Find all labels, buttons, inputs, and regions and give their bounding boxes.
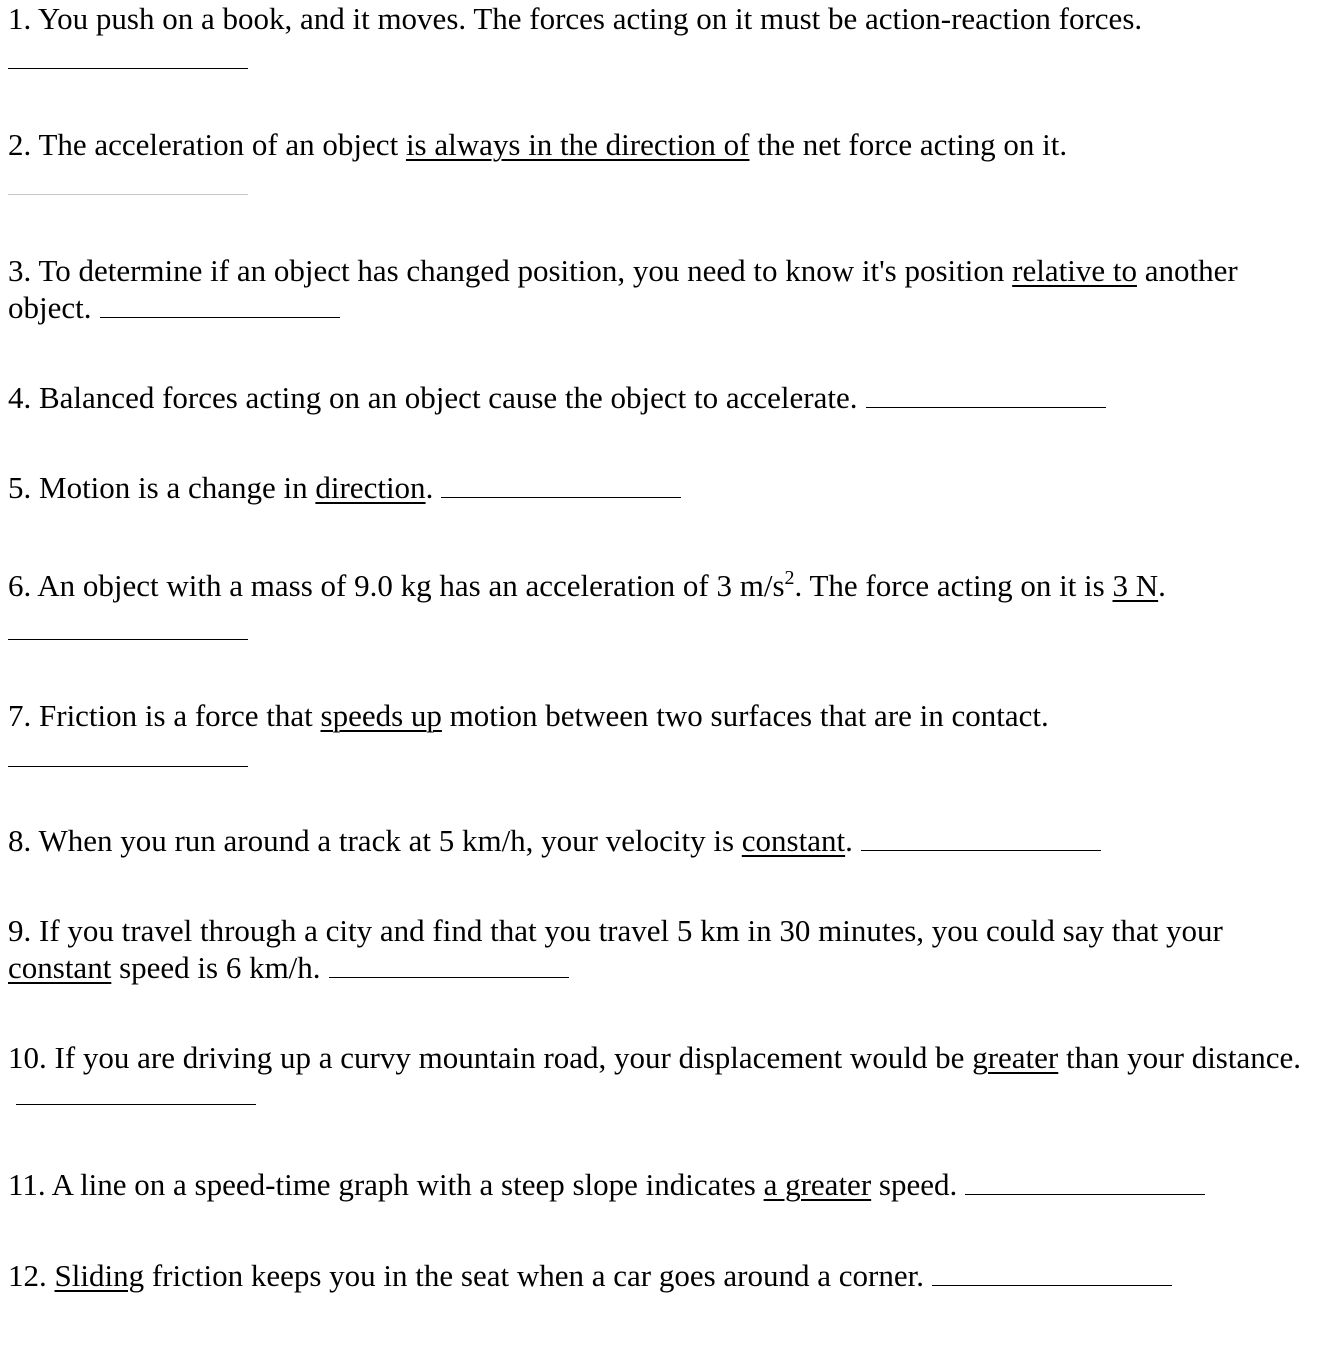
question-9-answer-blank[interactable]: [329, 957, 569, 978]
question-7-text-end: motion between two surfaces that are in contact.: [441, 698, 1049, 733]
question-3-text-end: another object.: [8, 253, 1238, 325]
question-3-answer-blank[interactable]: [100, 297, 340, 318]
question-4-text: 4. Balanced forces acting on an object cause the object to accelerate.: [8, 380, 858, 415]
question-9-text: 9. If you travel through a city and find that you travel 5 km in 30 minutes, you could say that your: [8, 913, 1223, 948]
question-11-underlined-term: a greater: [763, 1167, 872, 1202]
question-1: [8, 0, 1328, 37]
question-2-text-end: the net force acting on it.: [749, 127, 1068, 162]
question-7-text: 7. Friction is a force that: [8, 698, 321, 733]
question-11-text: 11. A line on a speed-time graph with a steep slope indicates: [8, 1167, 764, 1202]
question-12-text-end: friction keeps you in the seat when a car goes around a corner.: [144, 1258, 924, 1293]
question-4-answer-blank[interactable]: [866, 387, 1106, 408]
question-5-text: 5. Motion is a change in: [8, 470, 316, 505]
question-6-text-end: .: [1158, 568, 1166, 603]
question-5: [8, 469, 1328, 506]
question-11-answer-blank[interactable]: [965, 1174, 1205, 1195]
question-3: [8, 252, 1328, 326]
question-6-exponent: 2: [784, 567, 795, 589]
question-2: [8, 126, 1328, 163]
question-6-text-mid: . The force acting on it is: [794, 568, 1113, 603]
question-9-text-end: speed is 6 km/h.: [111, 950, 321, 985]
question-12-underlined-term: Sliding: [54, 1258, 145, 1293]
question-10-underlined-term: greater: [972, 1040, 1059, 1075]
question-2-text: 2. The acceleration of an object: [8, 127, 406, 162]
question-6-underlined-term: 3 N: [1112, 568, 1159, 603]
question-11: [8, 1166, 1328, 1203]
question-9-underlined-term: constant: [8, 950, 112, 985]
question-5-underlined-term: direction: [315, 470, 426, 505]
question-5-answer-blank[interactable]: [441, 477, 681, 498]
question-8-text: 8. When you run around a track at 5 km/h, your velocity is: [8, 823, 742, 858]
question-12-text: 12.: [8, 1258, 55, 1293]
question-1-answer-blank[interactable]: [8, 68, 248, 69]
question-6: [8, 567, 1328, 604]
question-7: [8, 697, 1328, 734]
question-10: [8, 1039, 1328, 1113]
question-4: [8, 379, 1328, 416]
question-2-answer-blank[interactable]: [8, 194, 248, 195]
question-11-text-end: speed.: [871, 1167, 958, 1202]
question-1-text: 1. You push on a book, and it moves. The forces acting on it must be action-reaction forces.: [8, 1, 1143, 36]
question-10-text: 10. If you are driving up a curvy mountain road, your displacement would be: [8, 1040, 973, 1075]
question-2-underlined-term: is always in the direction of: [405, 127, 750, 162]
question-12-answer-blank[interactable]: [932, 1265, 1172, 1286]
question-10-text-end: than your distance.: [1058, 1040, 1302, 1075]
question-3-underlined-term: relative to: [1012, 253, 1137, 288]
question-8-underlined-term: constant: [741, 823, 846, 858]
question-9: [8, 912, 1328, 986]
question-3-text: 3. To determine if an object has changed position, you need to know it's position: [8, 253, 1013, 288]
question-5-text-end: .: [425, 470, 434, 505]
question-12: [8, 1257, 1328, 1294]
question-7-answer-blank[interactable]: [8, 766, 248, 767]
question-6-answer-blank[interactable]: [8, 639, 248, 640]
question-8-answer-blank[interactable]: [861, 830, 1101, 851]
question-8: [8, 822, 1328, 859]
question-8-text-end: .: [845, 823, 853, 858]
question-10-answer-blank[interactable]: [16, 1084, 256, 1105]
question-7-underlined-term: speeds up: [320, 698, 442, 733]
question-6-text: 6. An object with a mass of 9.0 kg has an acceleration of 3 m/s: [8, 568, 785, 603]
